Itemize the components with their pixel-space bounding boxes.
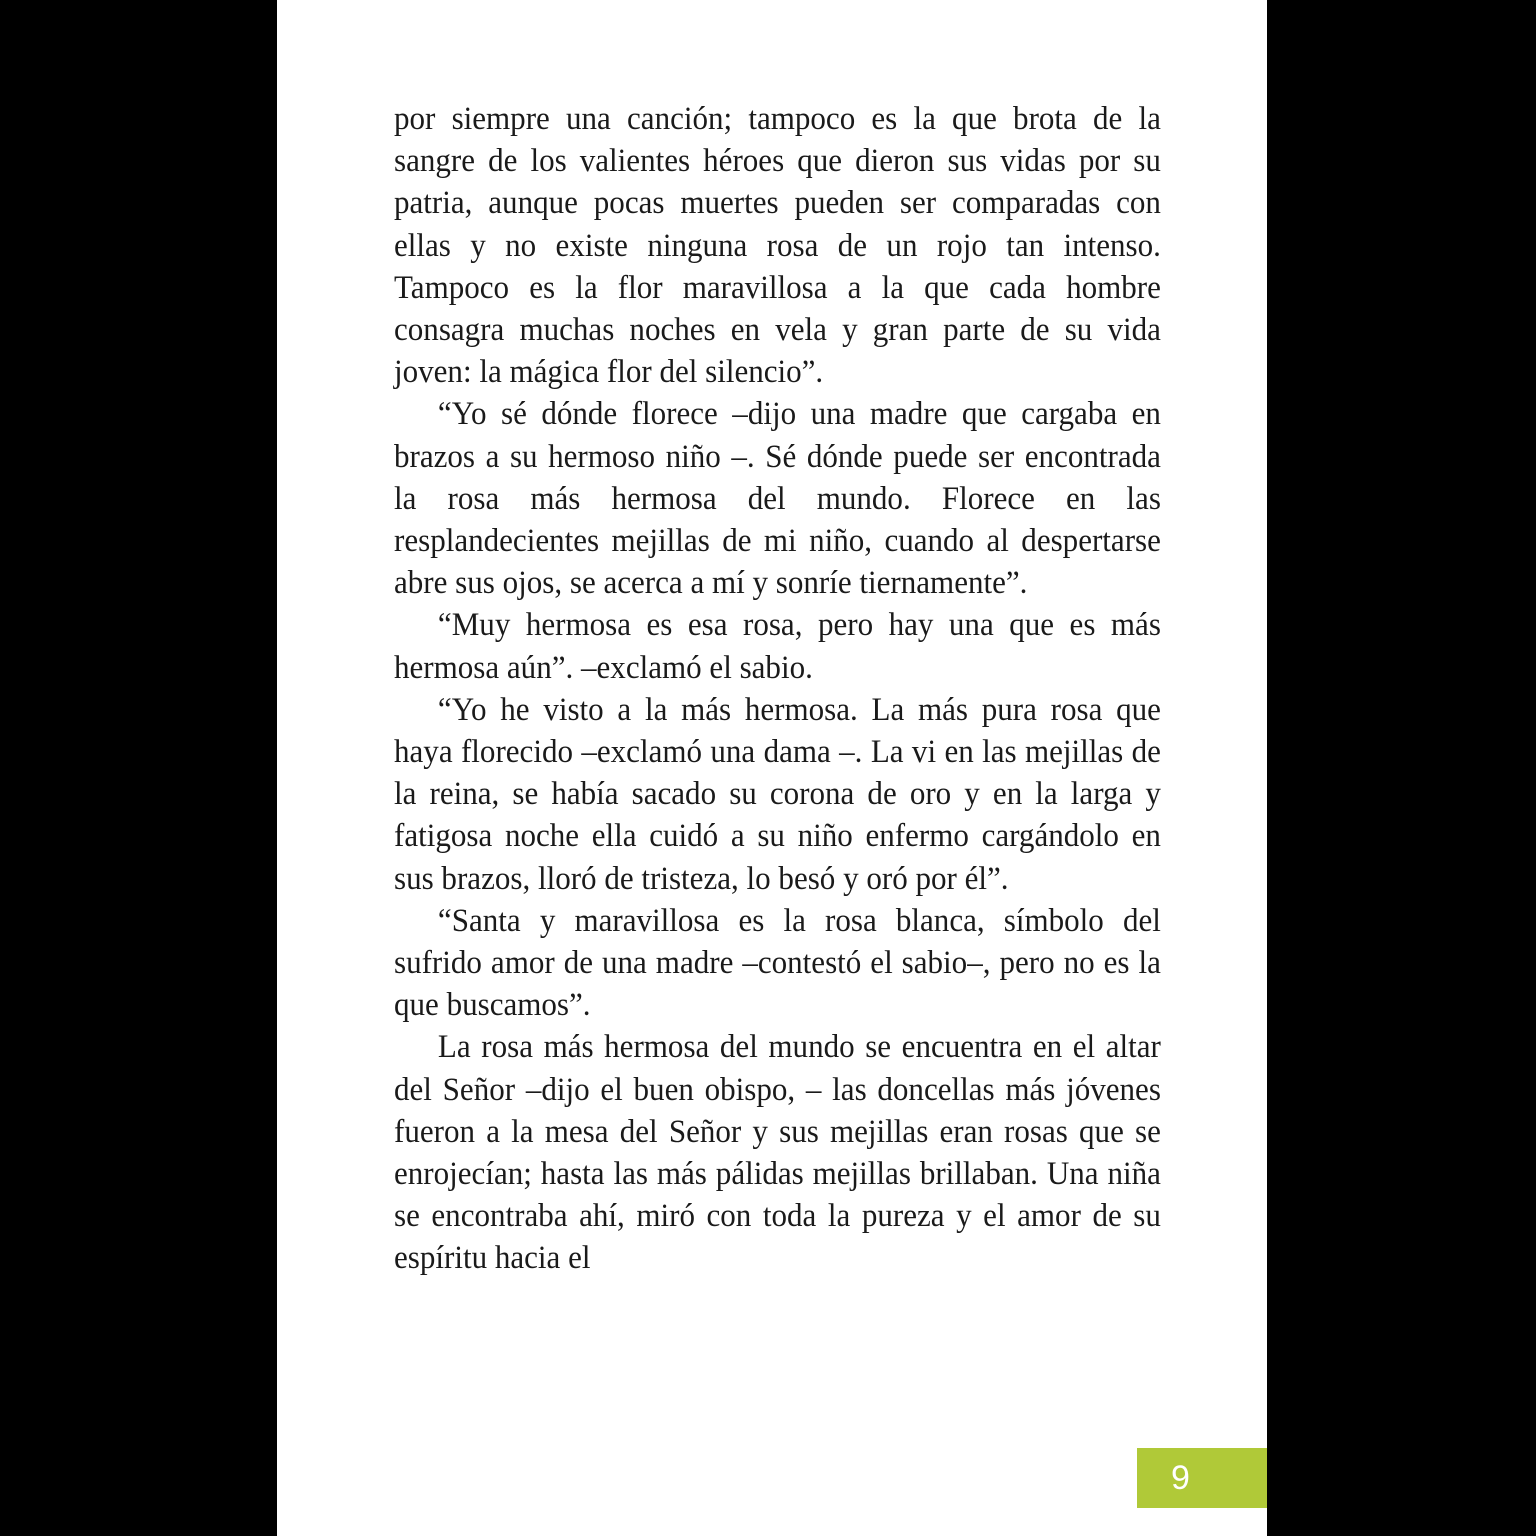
paragraph-5-text: “Santa y maravillosa es la rosa blanca, símbolo del sufrido amor de una madre –contestó el sabio–, pero no es la que buscamos”. [394,902,1161,1024]
paragraph-1 [394,98,1161,393]
paragraph-4 [394,689,1161,900]
body-text-column [394,98,1161,1280]
book-page [277,0,1267,1536]
page-number-label: 9 [1171,1459,1190,1497]
paragraph-3 [394,604,1161,688]
paragraph-5 [394,900,1161,1027]
page-number-badge [1137,1448,1267,1508]
paragraph-6-text: La rosa más hermosa del mundo se encuentra en el altar del Señor –dijo el buen obispo, – las doncellas más jóvenes fueron a la mesa del Señor y sus mejillas eran rosas que se enrojecían; hasta las más pálidas mejillas brillaban. Una niña se encontraba ahí, miró con toda la pureza y el amor de su espíritu hacia el [394,1029,1161,1277]
paragraph-3-text: “Muy hermosa es esa rosa, pero hay una que es más hermosa aún”. –exclamó el sabio. [394,607,1161,686]
paragraph-6 [394,1026,1161,1279]
paragraph-2 [394,393,1161,604]
paragraph-2-text: “Yo sé dónde florece –dijo una madre que cargaba en brazos a su hermoso niño –. Sé dónde puede ser encontrada la rosa más hermosa del mundo. Florece en las resplandecientes mejillas de mi niño, cuando al despertarse abre sus ojos, se acerca a mí y sonríe tiernamente”. [394,396,1161,602]
paragraph-1-text: por siempre una canción; tampoco es la que brota de la sangre de los valientes héroes que dieron sus vidas por su patria, aunque pocas muertes pueden ser comparadas con ellas y no existe ninguna rosa de un rojo tan intenso. Tampoco es la flor maravillosa a la que cada hombre consagra muchas noches en vela y gran parte de su vida joven: la mágica flor del silencio”. [394,101,1161,391]
paragraph-4-text: “Yo he visto a la más hermosa. La más pura rosa que haya florecido –exclamó una dama –. La vi en las mejillas de la reina, se había sacado su corona de oro y en la larga y fatigosa noche ella cuidó a su niño enfermo cargándolo en sus brazos, lloró de tristeza, lo besó y oró por él”. [394,691,1161,897]
